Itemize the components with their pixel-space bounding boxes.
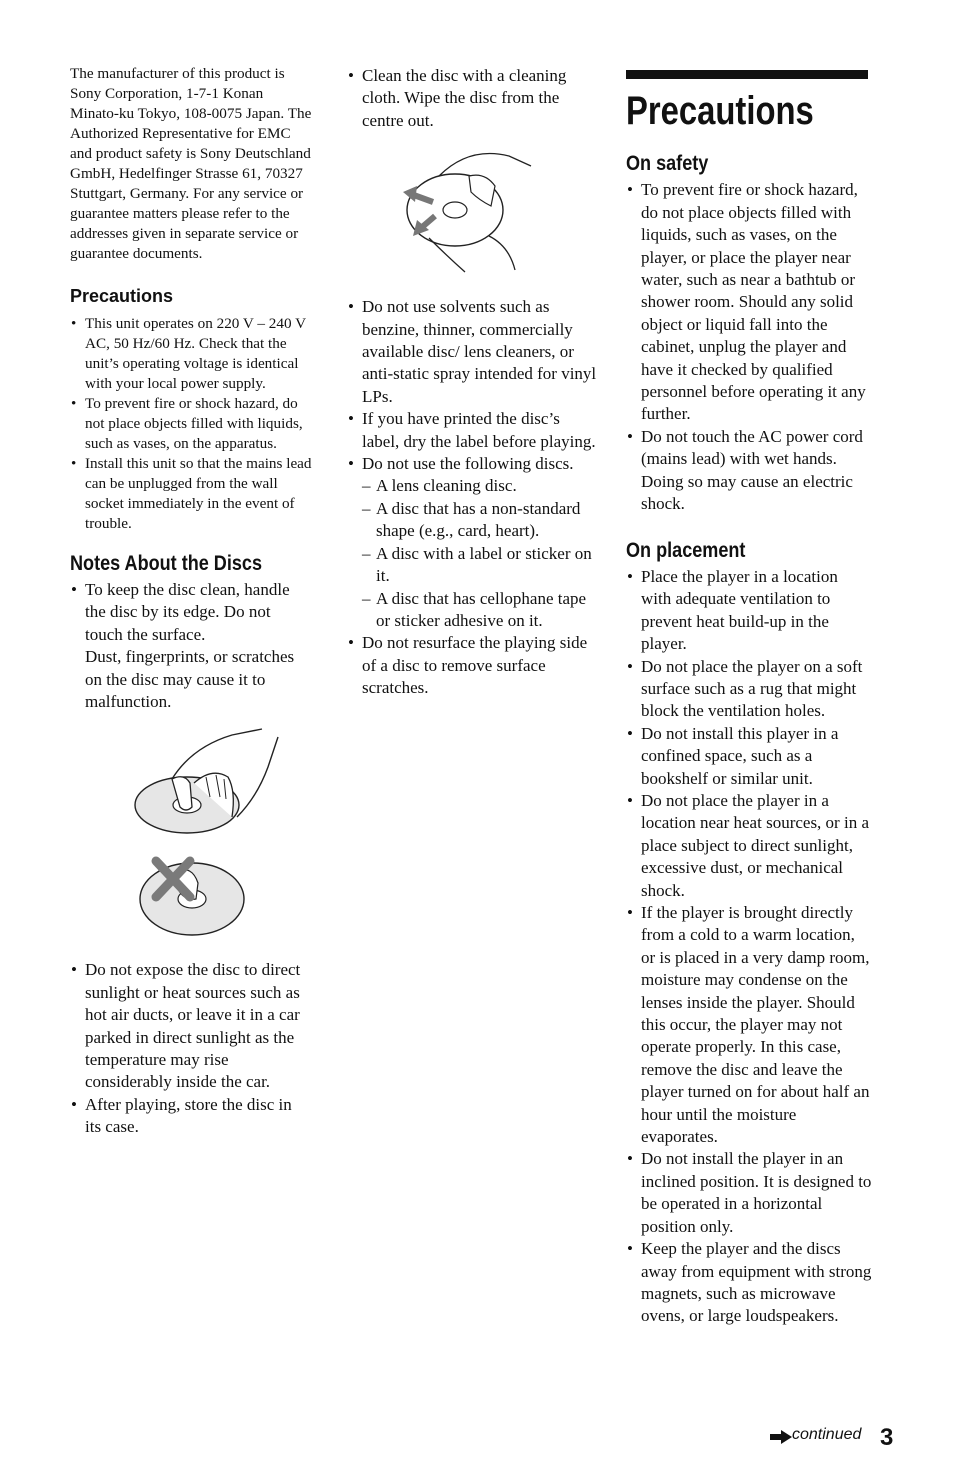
right-column [626,64,872,1328]
page-footer [770,1424,900,1458]
wiping-disc-illustration [399,146,539,276]
disc-care-list [347,296,597,699]
left-column [70,64,312,1139]
list-item: • Do not use solvents such as benzine, thinner, commercially available disc/ lens cleaners, or anti-static spray intended for vinyl LPs. [347,296,597,408]
notes-list [70,579,312,713]
page-title: Precautions [626,89,814,133]
list-item: • This unit operates on 220 V – 240 V AC, 50 Hz/60 Hz. Check that the unit’s operating voltage is identical with your local power supply. [70,314,312,394]
list-item: • Do not expose the disc to direct sunlight or heat sources such as hot air ducts, or leave it in a car parked in direct sunlight as the temperature may rise considerably inside the car. [70,959,312,1093]
list-item: • Do not install this player in a confined space, such as a bookshelf or similar unit. [626,723,872,790]
precautions-list [70,314,312,534]
notes-item-text-cont: Dust, fingerprints, or scratches on the disc may cause it to malfunction. [85,647,295,712]
notes-item-text: To keep the disc clean, handle the disc by its edge. Do not touch the surface. [85,580,290,644]
hand-holding-disc-illustration [132,727,282,839]
list-item: • To prevent fire or shock hazard, do not place objects filled with liquids, such as vases, on the apparatus. [70,394,312,454]
list-item: • Do not resurface the playing side of a disc to remove surface scratches. [347,632,597,699]
list-item [347,453,597,632]
continued-label: continued [792,1426,862,1443]
list-item: • Place the player in a location with adequate ventilation to prevent heat build-up in the player. [626,566,872,656]
wrong-handling-disc-illustration [132,853,252,941]
discs-item-text: Do not use the following discs. [362,454,574,474]
list-item: • If you have printed the disc’s label, dry the label before playing. [347,408,597,453]
sublist-item: – A disc with a label or sticker on it. [362,543,597,588]
arrow-right-icon [770,1430,792,1444]
precautions-subheading: Precautions [70,286,174,306]
page-number: 3 [880,1424,894,1451]
list-item: • Do not place the player on a soft surface such as a rug that might block the ventilation holes. [626,656,872,723]
notes-heading: Notes About the Discs [70,552,262,575]
sublist-item: – A disc that has cellophane tape or sticker adhesive on it. [362,588,597,633]
list-item: • Clean the disc with a cleaning cloth. Wipe the disc from the centre out. [347,65,597,132]
cleaning-list [347,65,597,132]
placement-list [626,566,872,1328]
safety-heading: On safety [626,152,709,175]
list-item: • Keep the player and the discs away from equipment with strong magnets, such as microwave ovens, or large loudspeakers. [626,1238,872,1328]
list-item: • Do not place the player in a location near heat sources, or in a place subject to direct sunlight, excessive dust, or mechanical shock. [626,790,872,902]
sublist-item: – A disc that has a non-standard shape (e.g., card, heart). [362,498,597,543]
list-item: • To prevent fire or shock hazard, do not place objects filled with liquids, such as vases, on the player, or place the player near water, such as near a bathtub or shower room. Should any solid object or liquid fall into the cabinet, unplug the player and have it checked by qualified personnel before operating it any further. [626,179,872,425]
title-rule [626,70,868,79]
list-item: • If the player is brought directly from a cold to a warm location, or is placed in a very damp room, moisture may condense on the lenses inside the player. Should this occur, the player may not operate properly. In this case, remove the disc and leave the player turned on for about half an hour until the moisture evaporates. [626,902,872,1148]
disc-types-sublist [362,475,597,632]
placement-heading: On placement [626,538,746,562]
list-item [70,579,312,713]
list-item: • Install this unit so that the mains lead can be unplugged from the wall socket immediately in the event of trouble. [70,454,312,534]
safety-list [626,179,872,515]
list-item: • After playing, store the disc in its case. [70,1094,312,1139]
list-item: • Do not install the player in an inclined position. It is designed to be operated in a horizontal position only. [626,1148,872,1238]
list-item: • Do not touch the AC power cord (mains lead) with wet hands. Doing so may cause an electric shock. [626,426,872,516]
notes-list-continued [70,959,312,1138]
middle-column [347,65,597,700]
sublist-item: – A lens cleaning disc. [362,475,597,497]
manufacturer-notice: The manufacturer of this product is Sony Corporation, 1-7-1 Konan Minato-ku Tokyo, 108-0075 Japan. The Authorized Representative for EMC and product safety is Sony Deutschland GmbH, Hedelfinger Strasse 61, 70327 Stuttgart, Germany. For any service or guarantee matters please refer to the addresses given in separate service or guarantee documents. [70,65,312,262]
